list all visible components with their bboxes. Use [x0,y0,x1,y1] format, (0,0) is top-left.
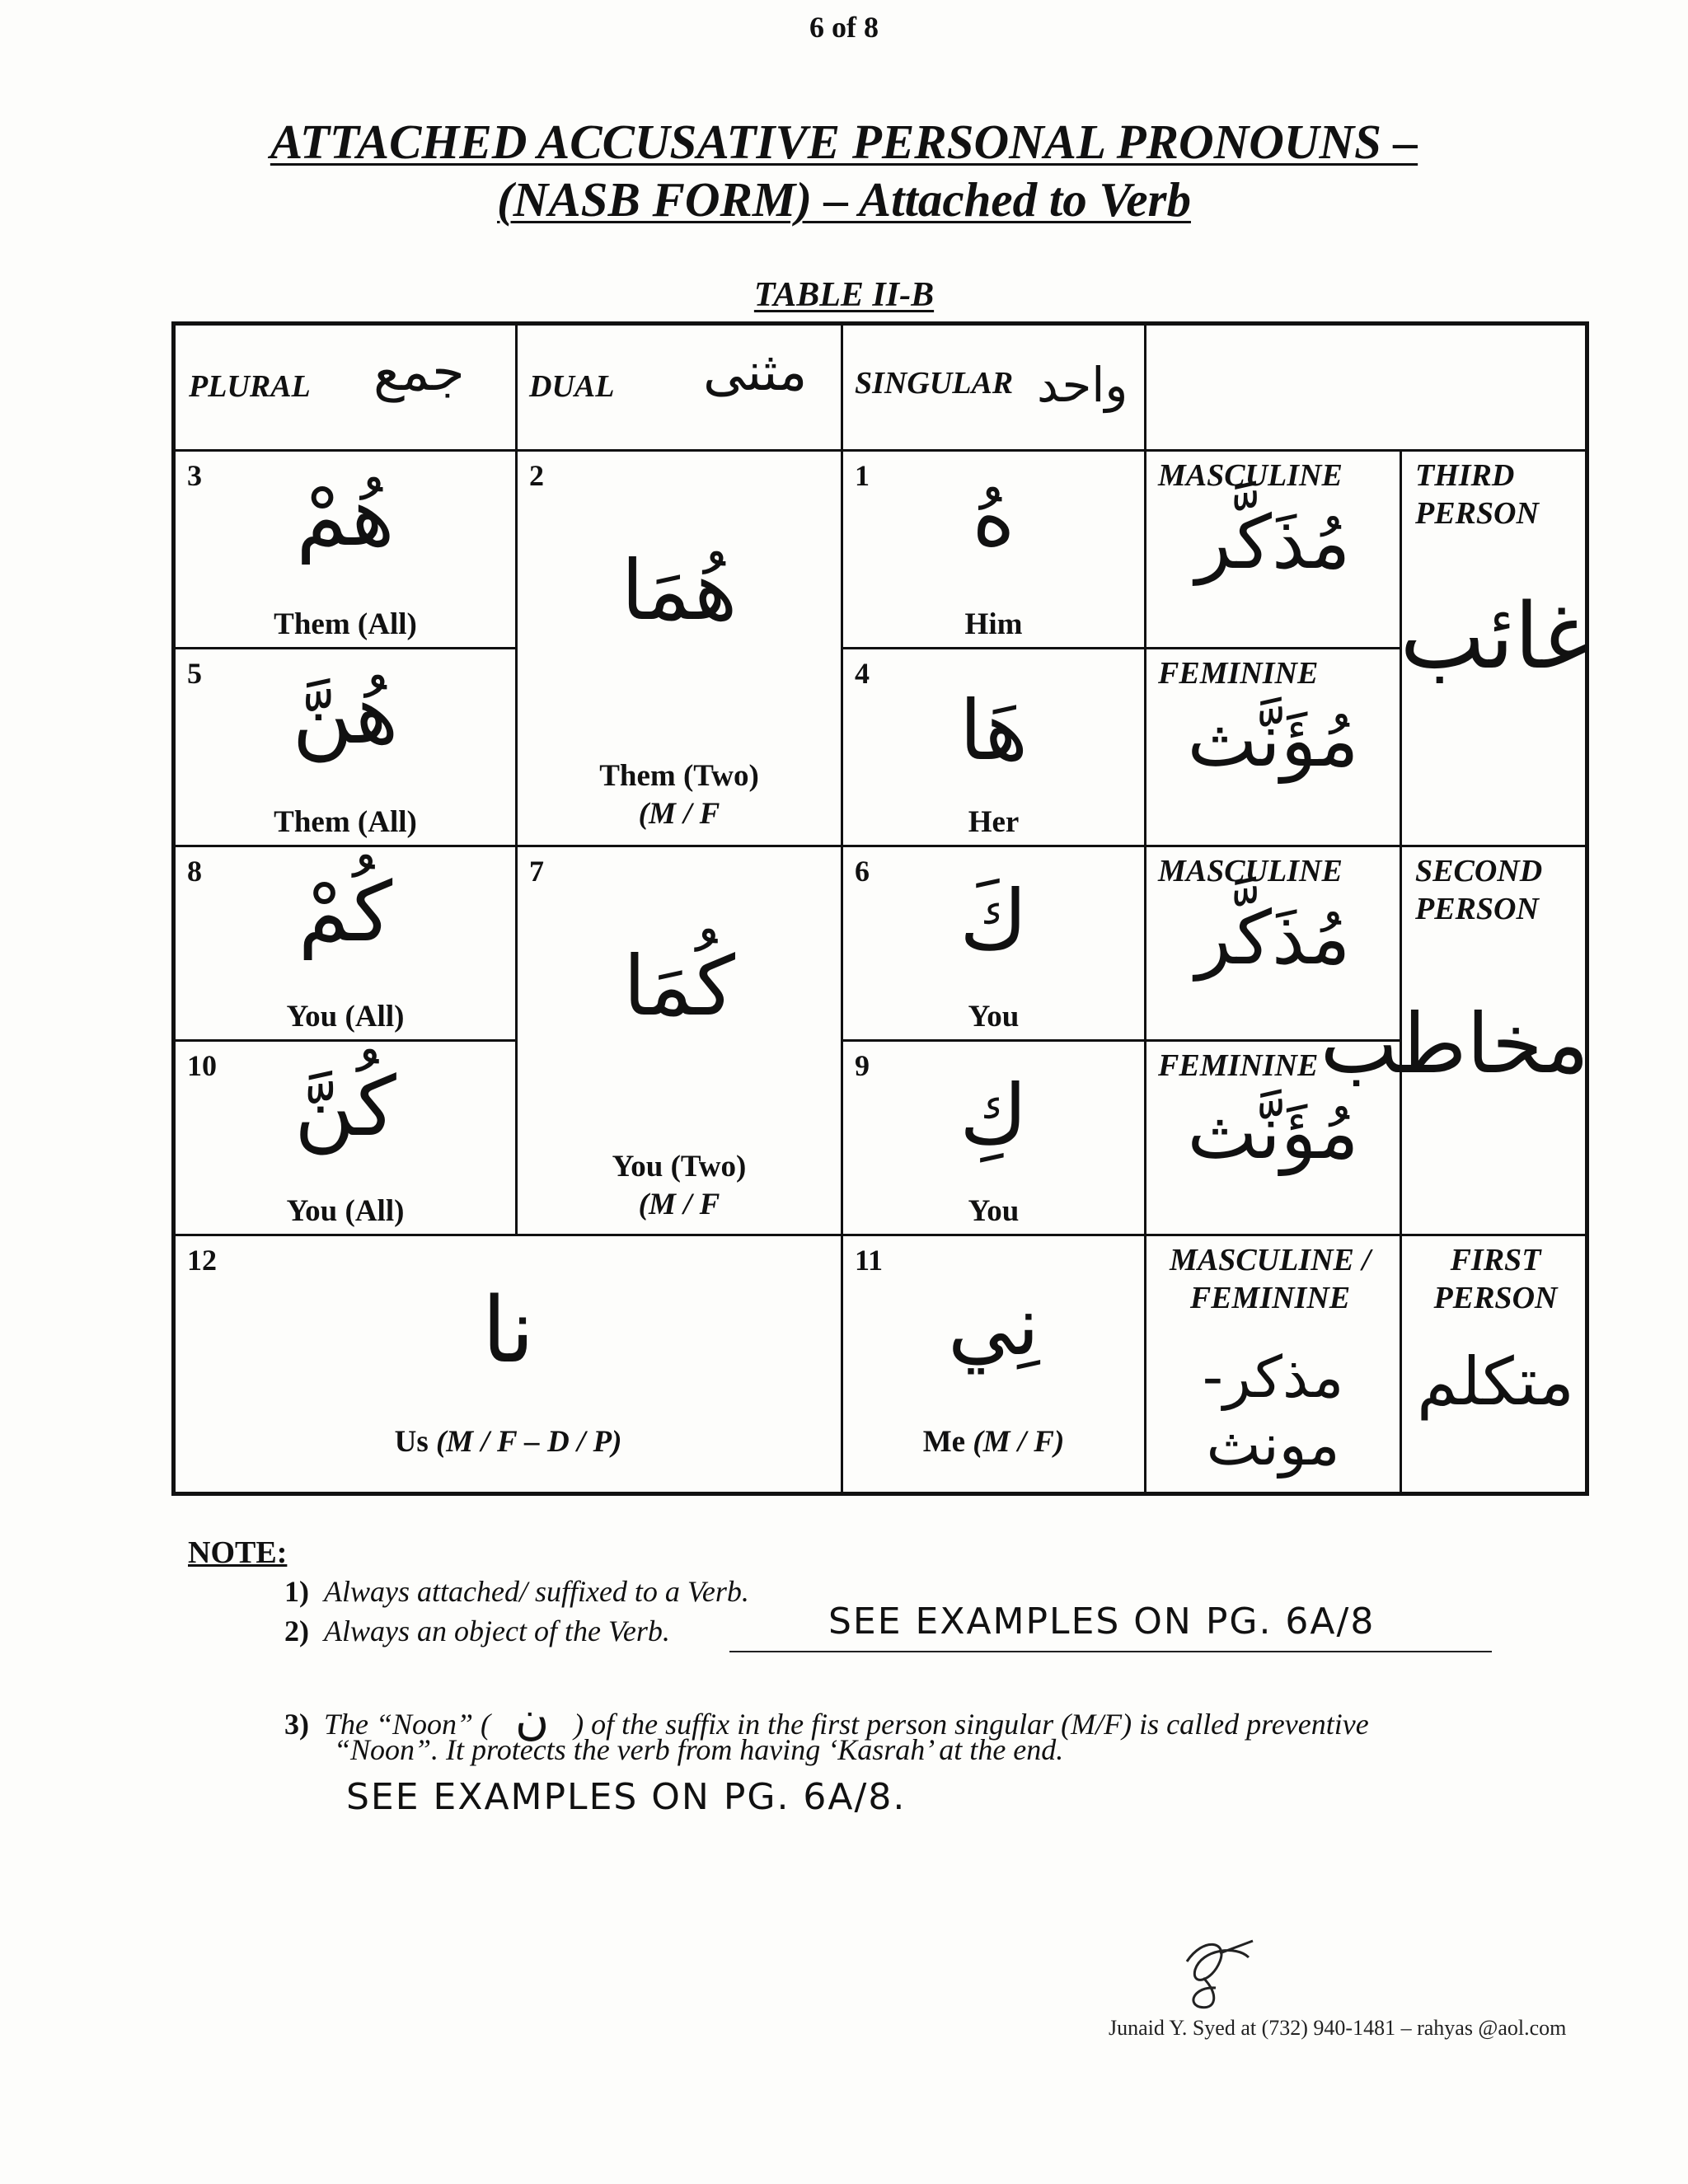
pronoun-english: You [968,1000,1020,1033]
pronoun-english: You [968,1194,1020,1228]
label-feminine-third [1144,647,1400,845]
label-third-person [1400,449,1589,845]
gender-arabic: مُذَكَّر [1195,895,1351,982]
cell-4 [841,647,1144,845]
header-singular [841,326,1144,449]
gender-arabic: مُؤَنَّث [1187,697,1359,784]
pronoun-arabic: هُنَّ [292,666,399,762]
pronoun-english: Them (All) [274,607,417,641]
note-number: 1) [284,1575,309,1608]
cell-number: 2 [529,459,544,492]
header-dual-label: DUAL [529,369,615,404]
pronoun-english: Us (M / F – D / P) [394,1425,622,1459]
cell-12 [176,1234,841,1496]
pronoun-arabic: هُ [972,468,1015,565]
cell-number: 3 [187,459,202,492]
gender-arabic: مُؤَنَّث [1187,1090,1359,1176]
table-caption: TABLE II-B [753,276,935,314]
note-text: ) of the suffix in the first person singular (M/F) is called preventive [574,1708,1369,1741]
header-plural-label: PLURAL [189,369,311,404]
signature-scribble [1170,1929,1269,2019]
cell-number: 6 [855,855,870,888]
pronoun-arabic: هُمْ [296,468,395,565]
label-masc-fem-first [1144,1234,1400,1496]
label-second-person [1320,845,1589,1234]
note-heading: NOTE: [188,1535,288,1570]
pronoun-english: You (All) [286,1194,405,1228]
cell-1 [841,449,1144,647]
pronoun-arabic: هُمَا [621,542,738,639]
pronoun-arabic: كُمَا [623,938,735,1034]
gender-label: MASCULINE [1158,854,1343,888]
gender-arabic: مُذَكَّر [1195,499,1351,586]
cell-6 [841,845,1144,1039]
person-arabic: مخاطب [1320,996,1589,1092]
cell-number: 10 [187,1049,217,1082]
cell-11 [841,1234,1144,1496]
header-plural [176,326,515,449]
pronoun-english: You (Two) [612,1150,747,1183]
pronoun-english: Me (M / F) [922,1425,1065,1459]
footer-contact: Junaid Y. Syed at (732) 940-1481 – rahyas @aol.com [1109,2016,1567,2040]
person-label: FIRST PERSON [1433,1243,1558,1315]
gender-arabic: مذكر-مونث [1202,1343,1344,1479]
gender-label: FEMININE [1158,1048,1319,1083]
page-title-line-1: ATTACHED ACCUSATIVE PERSONAL PRONOUNS – [270,115,1418,169]
cell-7 [515,845,841,1234]
person-label: THIRD PERSON [1415,458,1539,531]
note-1 [284,1574,749,1609]
pronoun-english: Him [964,607,1023,641]
label-first-person [1400,1234,1589,1496]
pronoun-arabic: كَ [959,872,1028,968]
pronoun-gender-note: (M / F [638,797,720,831]
header-singular-arabic: واحد [1037,357,1128,413]
header-dual [515,326,841,449]
cell-number: 4 [855,657,870,690]
note-text: Always an object of the Verb. [324,1615,670,1647]
noon-glyph: ن [515,1692,550,1746]
header-singular-label: SINGULAR [855,366,1014,401]
pronoun-arabic: كِ [959,1066,1028,1163]
page-number: 6 of 8 [809,11,879,44]
pronoun-english: You (All) [286,1000,405,1033]
cell-number: 12 [187,1244,217,1277]
header-plural-arabic: جمع [373,342,465,403]
pronoun-english: Them (All) [274,805,417,839]
cell-number: 11 [855,1244,884,1277]
note-number: 3) [284,1708,309,1741]
gender-label: MASCULINE / FEMININE [1170,1243,1371,1315]
note-2 [284,1614,670,1648]
pronoun-english: Her [968,805,1020,839]
cell-3 [176,449,515,647]
header-dual-arabic: مثنى [703,342,808,403]
gender-label: FEMININE [1158,656,1319,691]
cell-number: 7 [529,855,544,888]
cell-number: 8 [187,855,202,888]
handwritten-see-examples-1: SEE EXAMPLES ON PG. 6A/8 [828,1601,1376,1643]
cell-number: 9 [855,1049,870,1082]
note-number: 2) [284,1615,309,1647]
pronoun-table [171,321,1589,1496]
pronoun-gender-note: (M / F [638,1188,720,1221]
cell-8 [176,845,515,1039]
cell-number: 1 [855,459,870,492]
note-3-line-2: “Noon”. It protects the verb from having ‘Kasrah’ at the end. [334,1733,1064,1766]
note-text: Always attached/ suffixed to a Verb. [324,1575,749,1608]
pronoun-arabic: نا [481,1277,535,1383]
cell-9 [841,1039,1144,1234]
person-label: SECOND PERSON [1415,854,1543,926]
person-arabic: متكلم [1417,1343,1574,1420]
pronoun-arabic: نِي [947,1277,1040,1374]
gender-label: MASCULINE [1158,458,1343,493]
cell-5 [176,647,515,845]
pronoun-arabic: كُمْ [298,864,393,960]
pronoun-arabic: كُنَّ [294,1058,396,1155]
cell-10 [176,1039,515,1234]
cell-number: 5 [187,657,202,690]
label-masculine-third [1144,449,1400,647]
person-arabic: غائب [1400,583,1589,689]
header-empty [1144,326,1589,449]
pronoun-english: Them (Two) [599,759,759,793]
handwritten-see-examples-2: SEE EXAMPLES ON PG. 6A/8. [346,1776,907,1818]
note-2-underline [729,1651,1492,1652]
cell-2 [515,449,841,845]
note-text: The “Noon” ( [324,1708,491,1741]
page-title-line-2: (NASB FORM) – Attached to Verb [497,172,1191,227]
pronoun-arabic: هَا [959,682,1029,779]
